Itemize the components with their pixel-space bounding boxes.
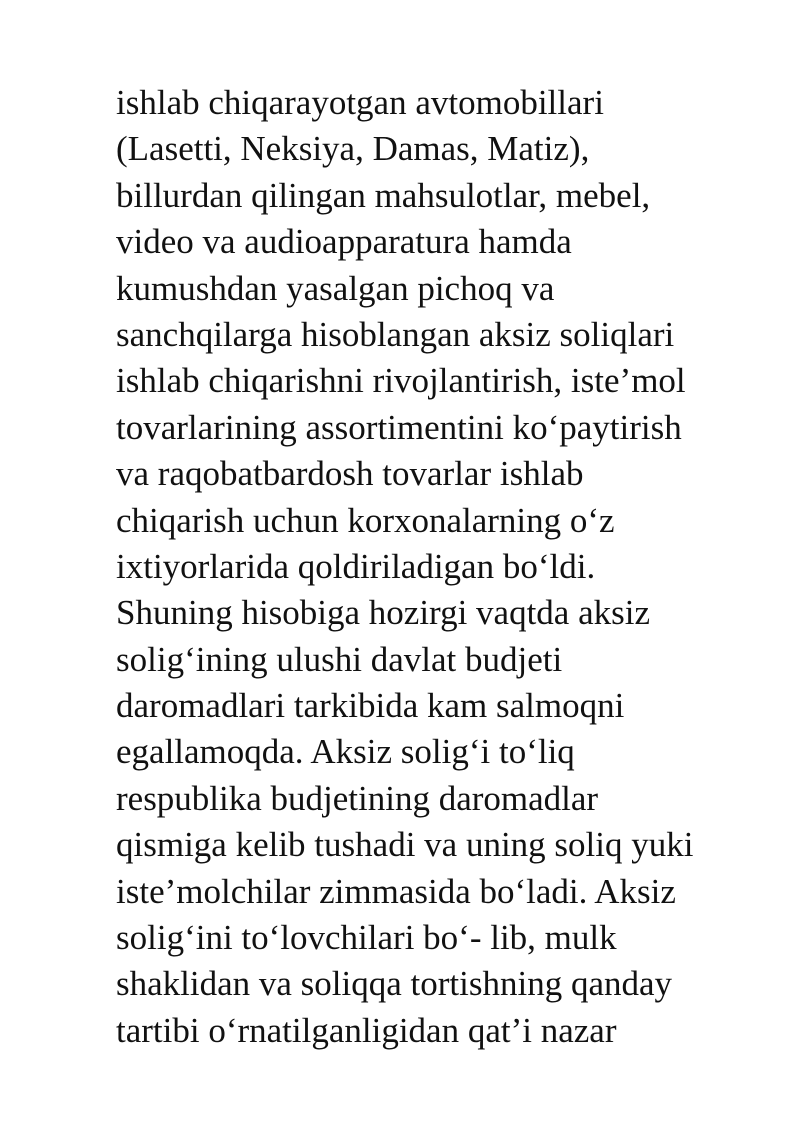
text-line: ixtiyorlarida qoldiriladigan bo‘ldi. (116, 546, 596, 586)
text-line: daromadlari tarkibida kam salmoqni (116, 686, 625, 726)
text-line: tartibi o‘rnatilganligidan qat’i nazar (116, 1010, 617, 1050)
text-line: solig‘ini to‘lovchilari bo‘- lib, mulk (116, 918, 617, 958)
text-line: sanchqilarga hisoblangan aksiz soliqlari (116, 314, 675, 354)
text-line: egallamoqda. Aksiz solig‘i to‘liq (116, 732, 575, 772)
text-line: Shuning hisobiga hozirgi vaqtda aksiz (116, 593, 651, 633)
text-line: iste’molchilar zimmasida bo‘ladi. Aksiz (116, 871, 676, 911)
text-line: (Lasetti, Neksiya, Damas, Matiz), (116, 129, 590, 169)
text-line: chiqarish uchun korxonalarning o‘z (116, 500, 615, 540)
text-line: billurdan qilingan mahsulotlar, mebel, (116, 175, 651, 215)
text-line: va raqobatbardosh tovarlar ishlab (116, 454, 584, 494)
text-line: qismiga kelib tushadi va uning soliq yuki (116, 825, 694, 865)
body-text (116, 80, 786, 1054)
text-line: kumushdan yasalgan pichoq va (116, 268, 555, 308)
text-line: ishlab chiqarishni rivojlantirish, iste’mol (116, 361, 686, 401)
text-line: ishlab chiqarayotgan avtomobillari (116, 83, 604, 122)
text-line: shaklidan va soliqqa tortishning qanday (116, 964, 673, 1004)
text-line: tovarlarining assortimentini ko‘paytirish (116, 407, 682, 447)
text-line: video va audioapparatura hamda (116, 222, 572, 262)
text-line: solig‘ining ulushi davlat budjeti (116, 639, 563, 679)
text-line: respublika budjetining daromadlar (116, 778, 599, 818)
